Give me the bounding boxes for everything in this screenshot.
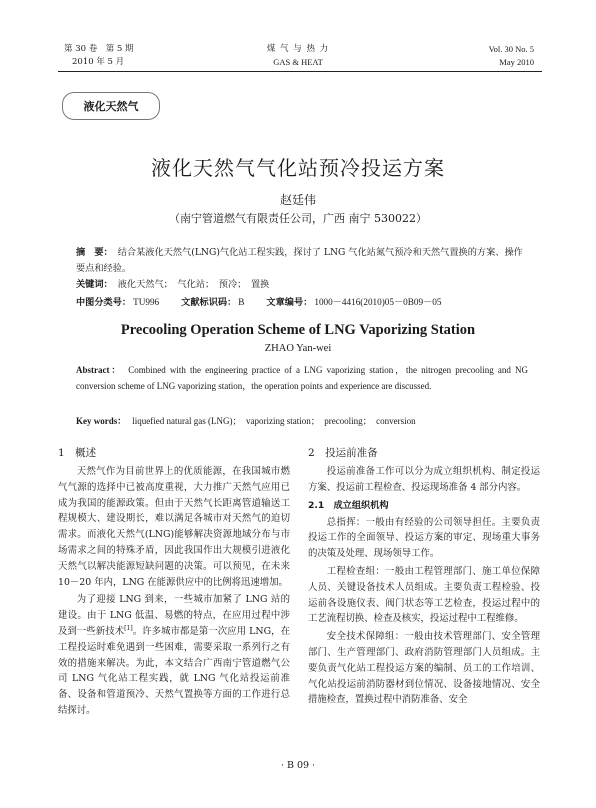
abstract-cn-text: 结合某液化天然气(LNG)气化站工程实践，探讨了 LNG 气化站氮气预冷和天然气置换的方案、操作要点和经验。: [76, 247, 523, 274]
clc-value: TU996: [133, 297, 160, 307]
abstract-en: [76, 362, 528, 394]
article-no-value: 1000－4416(2010)05－0B09－05: [314, 297, 442, 307]
paragraph-text: 。许多城市都是第一次应用 LNG，在工程投运时难免遇到一些困难，需要采取一系列行之有效的措施来解决。为此，本文结合广西南宁管道燃气公司 LNG 气化站工程实践，就 LNG 气化站投运前准备、设备和管道预冷、天然气置换等方面的工作进行总结探讨。: [58, 625, 290, 716]
keywords-cn-text: 液化天然气； 气化站； 预冷； 置换: [117, 279, 270, 290]
paragraph: [58, 592, 290, 718]
section-heading-preparation: 2 投运前准备: [308, 447, 378, 459]
paragraph: 总指挥：一般由有经验的公司领导担任。主要负责投运工作的全面领导、投运方案的审定、现场重大事务的决策及处理、现场领导工作。: [308, 516, 540, 560]
keywords-en-text: liquefied natural gas (LNG)； vaporizing station； precooling； conversion: [132, 416, 416, 426]
subsection-heading: 2.1 成立组织机构: [308, 499, 389, 511]
header-journal-en: GAS & HEAT: [273, 57, 323, 67]
classification: [76, 294, 528, 311]
header-journal-cn: 煤 气 与 热 力: [266, 44, 330, 54]
column-tag: 液化天然气: [62, 92, 160, 120]
section-heading-overview: 1 概述: [58, 447, 97, 459]
header-volume: 第 30 卷 第 5 期: [64, 44, 134, 54]
header-rule: [58, 71, 542, 72]
keywords-cn: [76, 277, 528, 293]
abstract-cn: [76, 245, 528, 277]
keywords-en-label: Key words：: [76, 416, 127, 426]
header-date-en: May 2010: [499, 57, 534, 67]
paragraph: 工程检查组：一般由工程管理部门、施工单位保障人员、关键设备技术人员组成。主要负责工程检验、投运前各设施仪表、阀门状态等工艺检查，投运过程中的工艺流程切换、检查及核实，投运过程中工程维修。: [308, 565, 540, 625]
author-en: ZHAO Yan-wei: [264, 343, 332, 354]
page-number: · B 09 ·: [280, 760, 316, 771]
clc-label: 中图分类号：: [76, 297, 132, 308]
title-cn: 液化天然气气化站预冷投运方案: [151, 156, 445, 180]
header-vol-en: Vol. 30 No. 5: [488, 44, 534, 54]
keywords-cn-label: 关键词：: [76, 279, 113, 290]
keywords-en: [76, 413, 528, 429]
citation-ref: [1]: [124, 624, 133, 632]
author-cn: 赵廷伟: [279, 193, 316, 207]
header-date: 2010 年 5 月: [72, 57, 125, 67]
left-column: [58, 444, 290, 719]
abstract-cn-label: 摘 要：: [76, 247, 113, 258]
abstract-en-label: Abstract：: [76, 365, 123, 375]
article-no-label: 文章编号：: [266, 297, 313, 308]
paragraph-text: 为了迎接 LNG 到来，一些城市加紧了 LNG 站的建设。由于 LNG 低温、易燃的特点，在应用过程中涉及到一些新技术: [58, 594, 290, 637]
abstract-en-text: Combined with the engineering practice of a LNG vaporizing station，the nitrogen precooling and NG conversion scheme of LNG vaporizing station，the operation points and experience are discussed.: [76, 365, 528, 391]
doc-code-label: 文献标识码：: [181, 297, 237, 308]
doc-code-value: B: [238, 297, 245, 307]
paragraph: 安全技术保障组：一般由技术管理部门、安全管理部门、生产管理部门、政府消防管理部门人员组成。主要负责气化站工程投运方案的编制、员工的工作培训、气化站投运前消防器材到位情况、设备接地情况、安全措施检查，置换过程中消防准备、安全: [308, 631, 540, 706]
paragraph: 天然气作为目前世界上的优质能源，在我国城市燃气气源的选择中已被高度重视，大力推广天然气应用已成为我国的能源政策。但由于天然气长距离管道输送工程规模大、建设期长，难以满足各城市对天然气的迫切需求。而液化天然气(LNG)能够解决资源地域分布与市场需求之间的特殊矛盾，因此我国作出大规模引进液化天然气以解决能源短缺问题的决策。可以预见，在未来 10－20 年内，LNG 在能源供应中的比例将迅速增加。: [58, 466, 290, 588]
affiliation-cn: （南宁管道燃气有限责任公司，广西 南宁 530022）: [169, 212, 427, 225]
paragraph: 投运前准备工作可以分为成立组织机构、制定投运方案、投运前工程检查、投运现场准备 4 部分内容。: [308, 466, 540, 493]
right-column: [308, 444, 540, 708]
title-en: Precooling Operation Scheme of LNG Vaporizing Station: [120, 322, 476, 338]
